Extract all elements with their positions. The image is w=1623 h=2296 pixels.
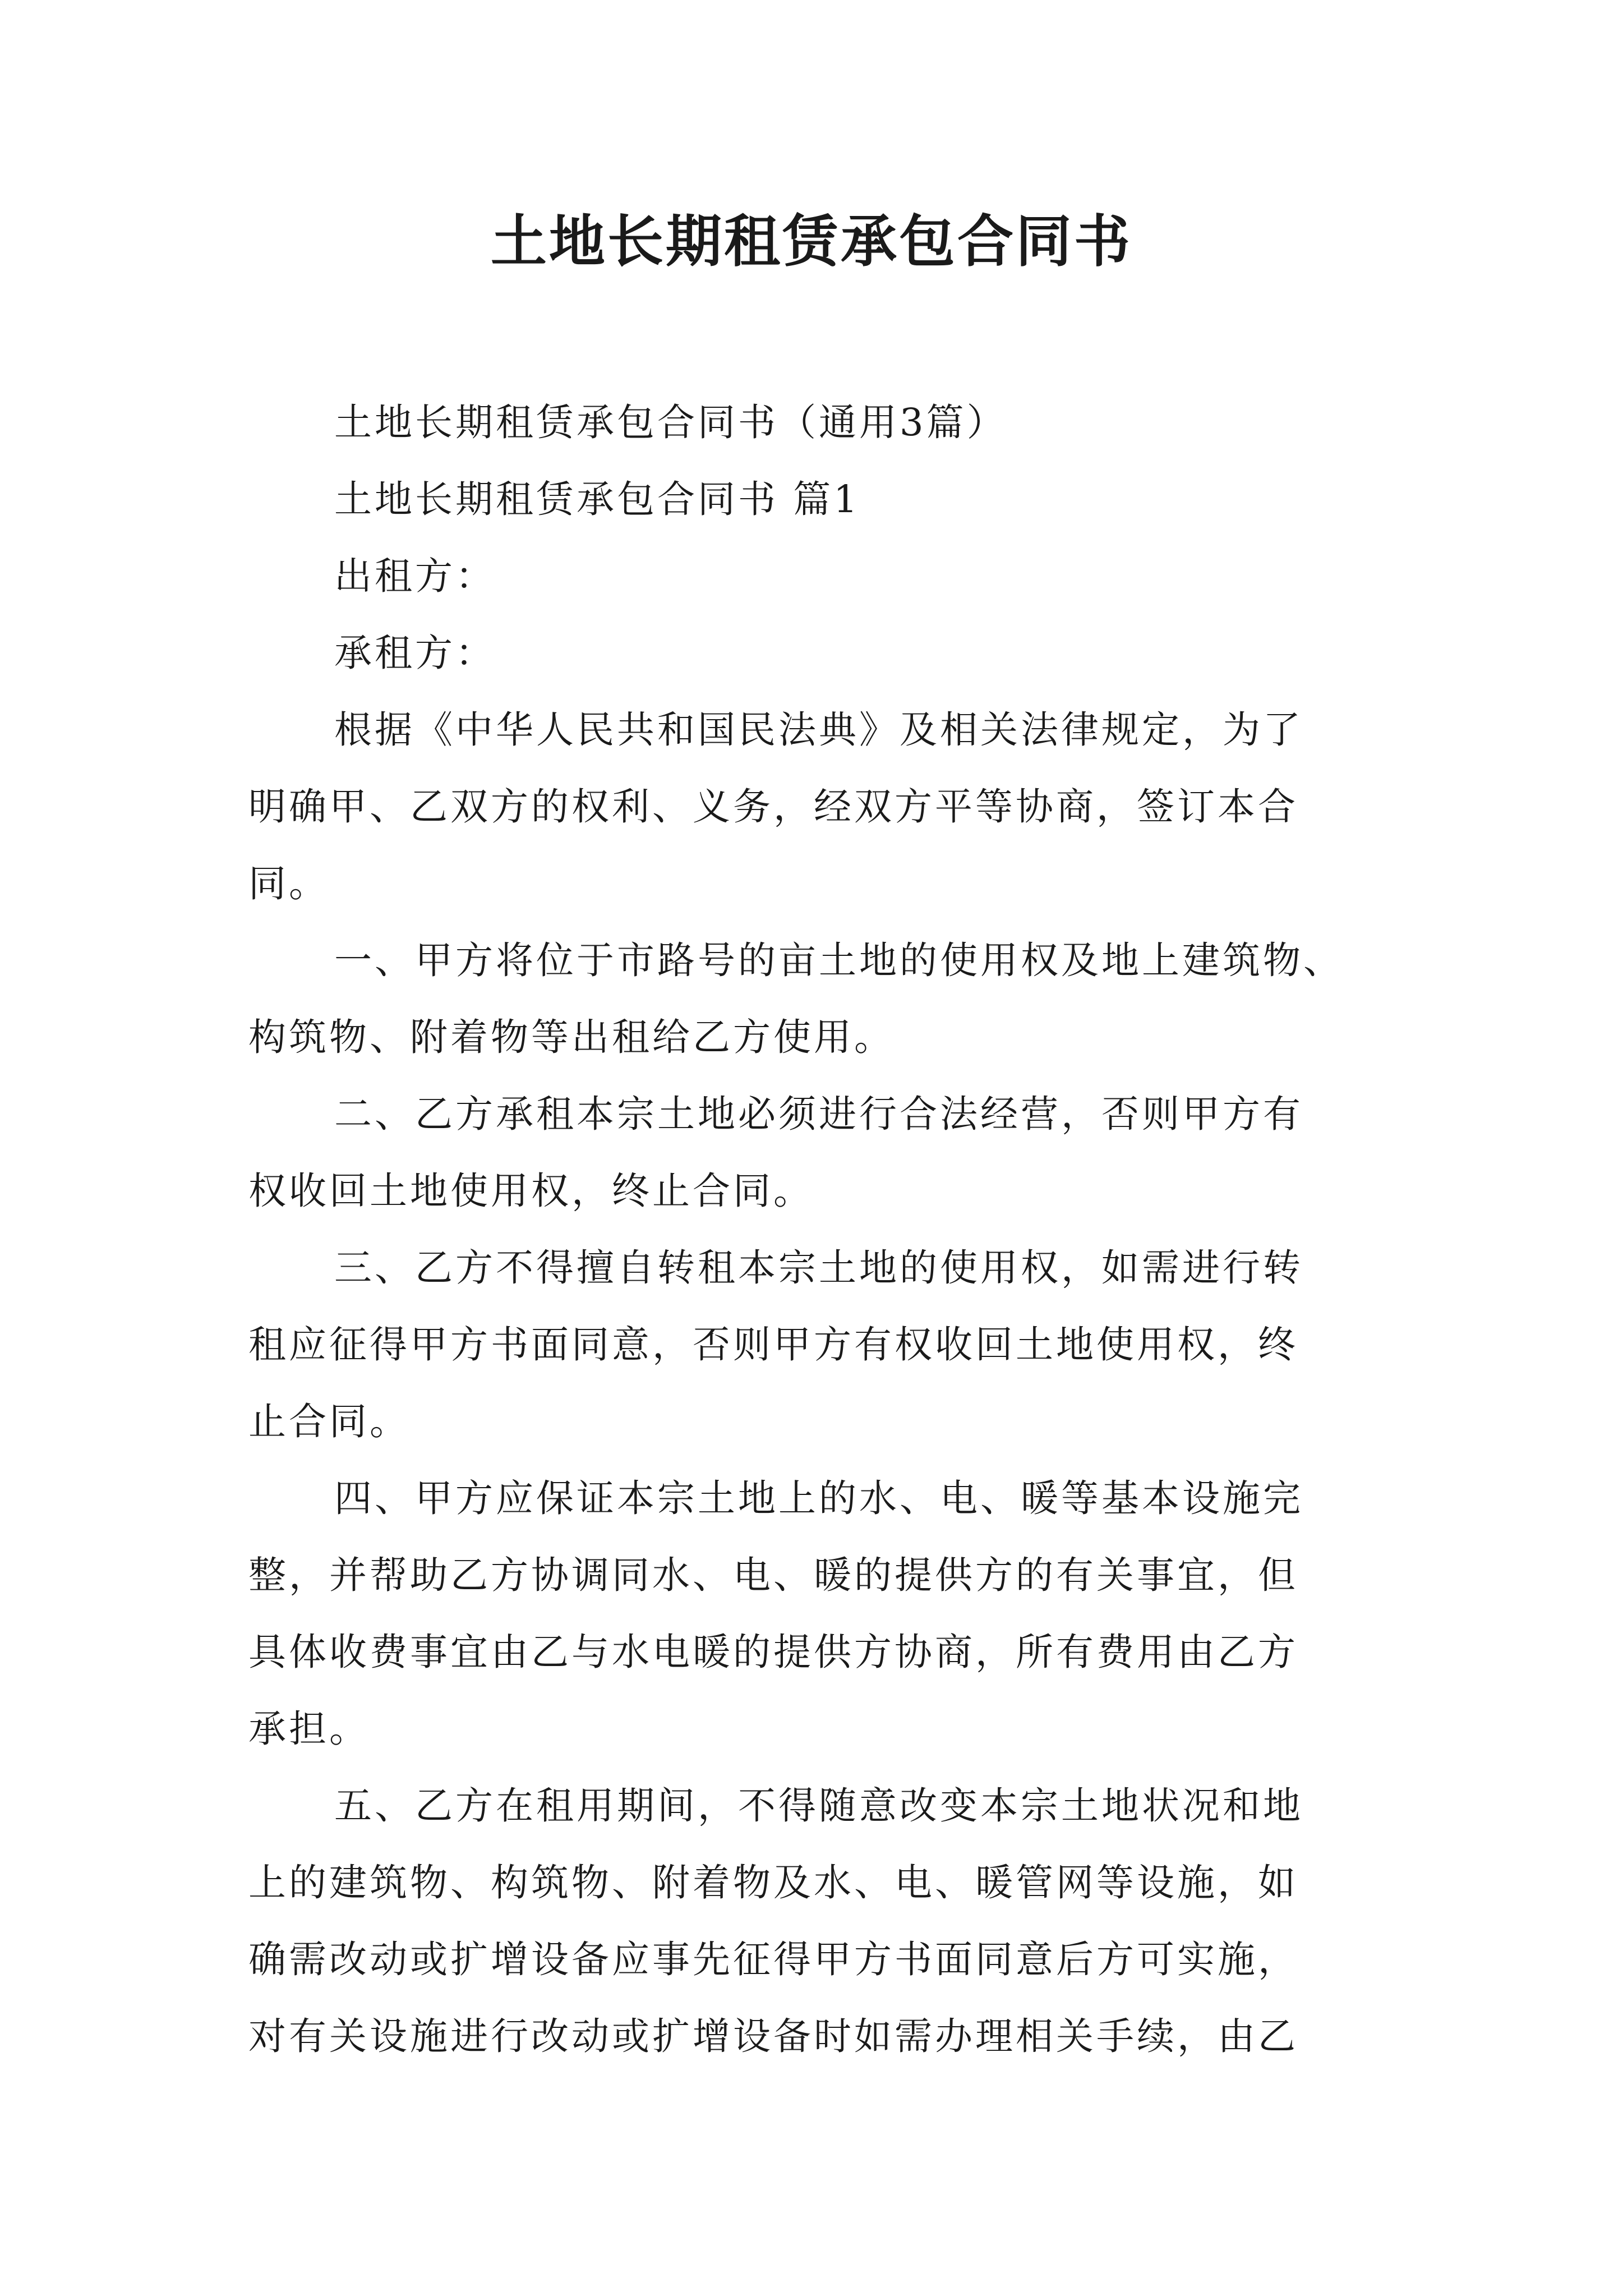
paragraph-line: 承担。 [248, 1707, 370, 1751]
document-body [248, 384, 1387, 2075]
paragraph-line: 对有关设施进行改动或扩增设备时如需办理相关手续，由乙 [248, 2014, 1298, 2058]
paragraph-line: 止合同。 [248, 1400, 410, 1443]
paragraph-line: 三、乙方不得擅自转租本宗土地的使用权，如需进行转 [334, 1246, 1303, 1290]
paragraph-line: 明确甲、乙双方的权利、义务，经双方平等协商，签订本合 [248, 785, 1298, 829]
paragraph-line: 五、乙方在租用期间，不得随意改变本宗土地状况和地 [334, 1784, 1303, 1828]
paragraph-line: 二、乙方承租本宗土地必须进行合法经营，否则甲方有 [334, 1092, 1303, 1136]
paragraph-line: 同。 [248, 862, 329, 905]
paragraph-line: 确需改动或扩增设备应事先征得甲方书面同意后方可实施， [248, 1938, 1298, 1981]
document-title: 土地长期租赁承包合同书 [491, 208, 1132, 274]
subtitle-line: 土地长期租赁承包合同书（通用3篇） [334, 401, 1007, 444]
paragraph-line: 构筑物、附着物等出租给乙方使用。 [248, 1015, 895, 1059]
lessee-label: 承租方： [334, 631, 496, 675]
paragraph-line: 整，并帮助乙方协调同水、电、暖的提供方的有关事宜，但 [248, 1553, 1298, 1597]
paragraph-line: 具体收费事宜由乙与水电暖的提供方协商，所有费用由乙方 [248, 1630, 1298, 1674]
paragraph-line: 一、甲方将位于市路号的亩土地的使用权及地上建筑物、 [334, 938, 1344, 982]
paragraph-line: 上的建筑物、构筑物、附着物及水、电、暖管网等设施，如 [248, 1861, 1298, 1904]
lessor-label: 出租方： [334, 554, 496, 598]
section-heading: 土地长期租赁承包合同书 篇1 [334, 477, 860, 521]
paragraph-line: 四、甲方应保证本宗土地上的水、电、暖等基本设施完 [334, 1476, 1303, 1520]
paragraph-line: 租应征得甲方书面同意，否则甲方有权收回土地使用权，终 [248, 1323, 1298, 1366]
paragraph-line: 根据《中华人民共和国民法典》及相关法律规定，为了 [334, 708, 1303, 752]
paragraph-line: 权收回土地使用权，终止合同。 [248, 1169, 814, 1213]
